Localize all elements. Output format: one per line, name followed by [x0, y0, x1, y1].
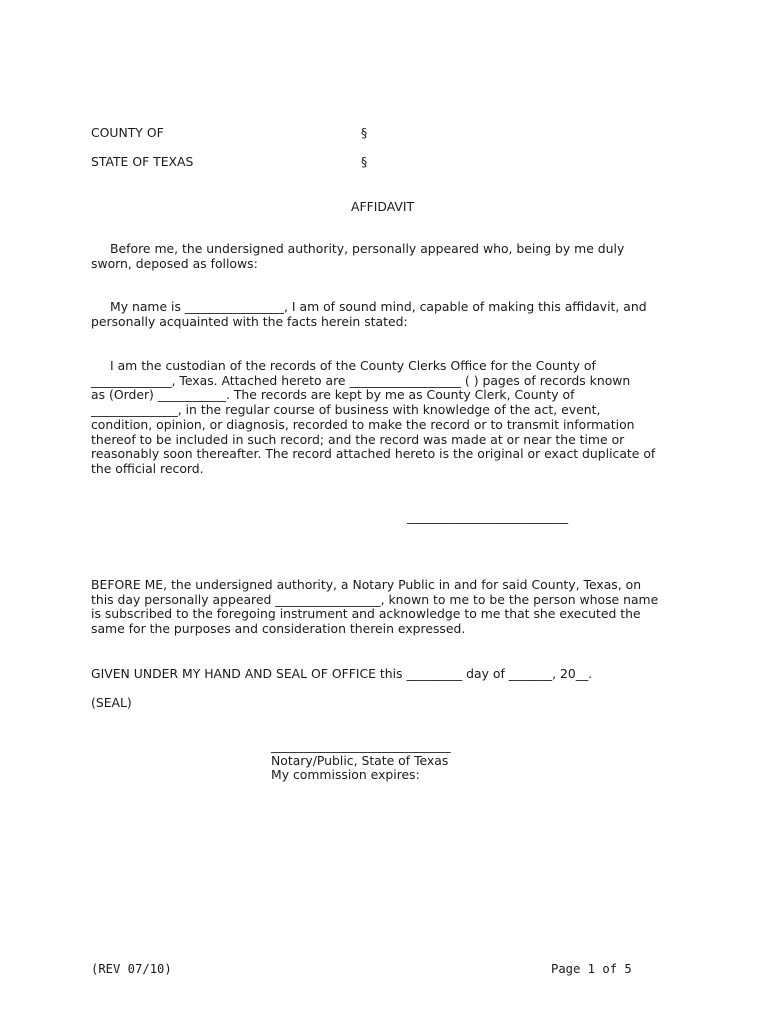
paragraph-line: _____________, Texas. Attached hereto are __________________ ( ) pages of records known — [91, 372, 631, 388]
commission-expires: My commission expires: — [271, 767, 420, 783]
document-title: AFFIDAVIT — [351, 199, 415, 214]
paragraph-line: Before me, the undersigned authority, personally appeared who, being by me duly — [110, 241, 625, 256]
paragraph-line: BEFORE ME, the undersigned authority, a Notary Public in and for said County, Texas, on — [91, 577, 642, 592]
paragraph-line: this day personally appeared _________________, known to me to be the person whose name — [91, 591, 659, 607]
paragraph-line: condition, opinion, or diagnosis, recorded to make the record or to transmit information — [91, 416, 635, 432]
paragraph-line: the official record. — [91, 460, 204, 476]
given-under-line: GIVEN UNDER MY HAND AND SEAL OF OFFICE this _________ day of _______, 20__. — [91, 666, 593, 681]
paragraph-line: reasonably soon thereafter. The record attached hereto is the original or exact duplicate of — [91, 446, 656, 462]
paragraph-line: I am the custodian of the records of the County Clerks Office for the County of — [110, 358, 596, 373]
section-symbol: § — [361, 125, 368, 140]
notary-signature-line: _____________________________ — [271, 738, 451, 753]
state-label: STATE OF TEXAS — [91, 154, 194, 169]
name-paragraph — [91, 300, 691, 329]
paragraph-line: ______________, in the regular course of business with knowledge of the act, event, — [91, 402, 601, 418]
paragraph-line: as (Order) ___________. The records are kept by me as County Clerk, County of — [91, 387, 575, 403]
notary-paragraph — [91, 578, 691, 637]
custodian-paragraph — [91, 359, 691, 477]
paragraph-line: personally acquainted with the facts herein stated: — [91, 313, 408, 329]
page-number: Page 1 of 5 — [551, 962, 632, 976]
paragraph-line: is subscribed to the foregoing instrument and acknowledge to me that she executed the — [91, 606, 641, 622]
seal-label: (SEAL) — [91, 695, 132, 710]
intro-paragraph — [91, 242, 691, 271]
section-symbol: § — [361, 154, 368, 169]
paragraph-line: My name is ________________, I am of sound mind, capable of making this affidavit, and — [110, 299, 647, 314]
county-label: COUNTY OF — [91, 125, 164, 140]
paragraph-line: same for the purposes and consideration therein expressed. — [91, 621, 466, 637]
paragraph-line: thereof to be included in such record; and the record was made at or near the time or — [91, 431, 625, 447]
revision-label: (REV 07/10) — [91, 962, 172, 976]
affiant-signature-line: __________________________ — [407, 509, 569, 524]
notary-signature-block — [271, 739, 451, 783]
paragraph-line: sworn, deposed as follows: — [91, 255, 258, 271]
notary-title: Notary/Public, State of Texas — [271, 752, 449, 768]
